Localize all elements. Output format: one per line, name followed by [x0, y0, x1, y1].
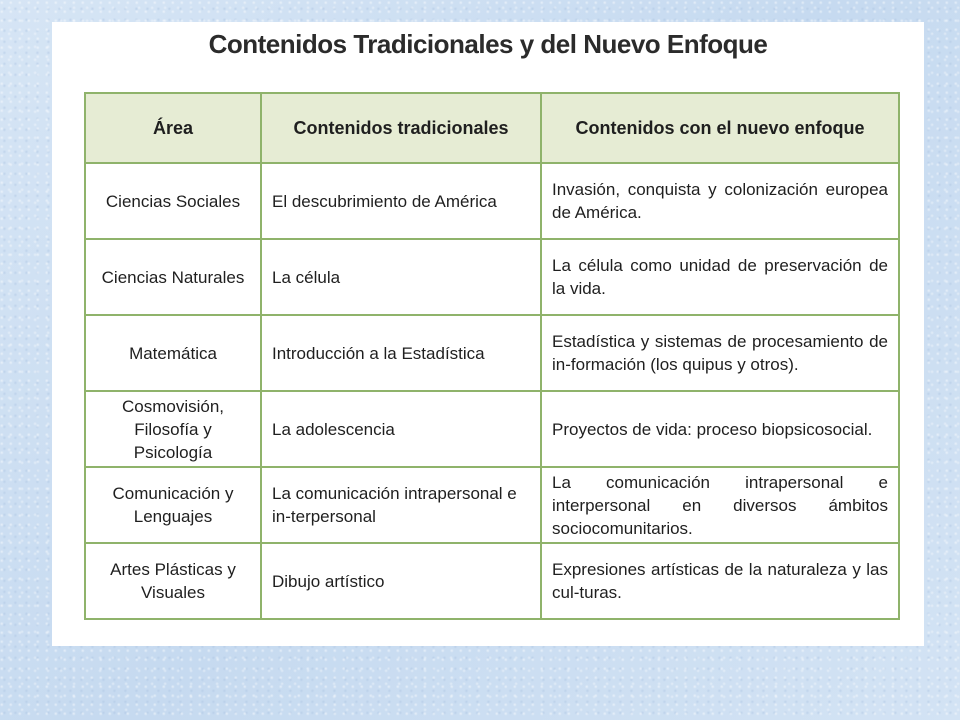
- cell-new-approach: Estadística y sistemas de procesamiento de in-formación (los quipus y otros).: [541, 315, 899, 391]
- cell-new-approach: Proyectos de vida: proceso biopsicosocial.: [541, 391, 899, 467]
- cell-area: Matemática: [85, 315, 261, 391]
- cell-traditional: La adolescencia: [261, 391, 541, 467]
- cell-traditional: La célula: [261, 239, 541, 315]
- cell-area: Ciencias Sociales: [85, 163, 261, 239]
- header-new-approach: Contenidos con el nuevo enfoque: [541, 93, 899, 163]
- cell-new-approach: La comunicación intrapersonal e interpersonal en diversos ámbitos sociocomunitarios.: [541, 467, 899, 543]
- table-row: [85, 239, 899, 315]
- content-panel: [52, 22, 924, 646]
- cell-area: Cosmovisión, Filosofía y Psicología: [85, 391, 261, 467]
- table-row: [85, 543, 899, 619]
- table-row: [85, 467, 899, 543]
- header-area: Área: [85, 93, 261, 163]
- cell-traditional: La comunicación intrapersonal e in-terpersonal: [261, 467, 541, 543]
- cell-area: Comunicación y Lenguajes: [85, 467, 261, 543]
- page-title: Contenidos Tradicionales y del Nuevo Enfoque: [208, 29, 768, 59]
- contents-table: [84, 92, 900, 620]
- cell-traditional: El descubrimiento de América: [261, 163, 541, 239]
- cell-area: Ciencias Naturales: [85, 239, 261, 315]
- cell-new-approach: La célula como unidad de preservación de la vida.: [541, 239, 899, 315]
- cell-new-approach: Expresiones artísticas de la naturaleza y las cul-turas.: [541, 543, 899, 619]
- cell-traditional: Introducción a la Estadística: [261, 315, 541, 391]
- table-header-row: [85, 93, 899, 163]
- table-row: [85, 163, 899, 239]
- table-row: [85, 391, 899, 467]
- cell-traditional: Dibujo artístico: [261, 543, 541, 619]
- table-row: [85, 315, 899, 391]
- cell-new-approach: Invasión, conquista y colonización europea de América.: [541, 163, 899, 239]
- header-traditional: Contenidos tradicionales: [261, 93, 541, 163]
- cell-area: Artes Plásticas y Visuales: [85, 543, 261, 619]
